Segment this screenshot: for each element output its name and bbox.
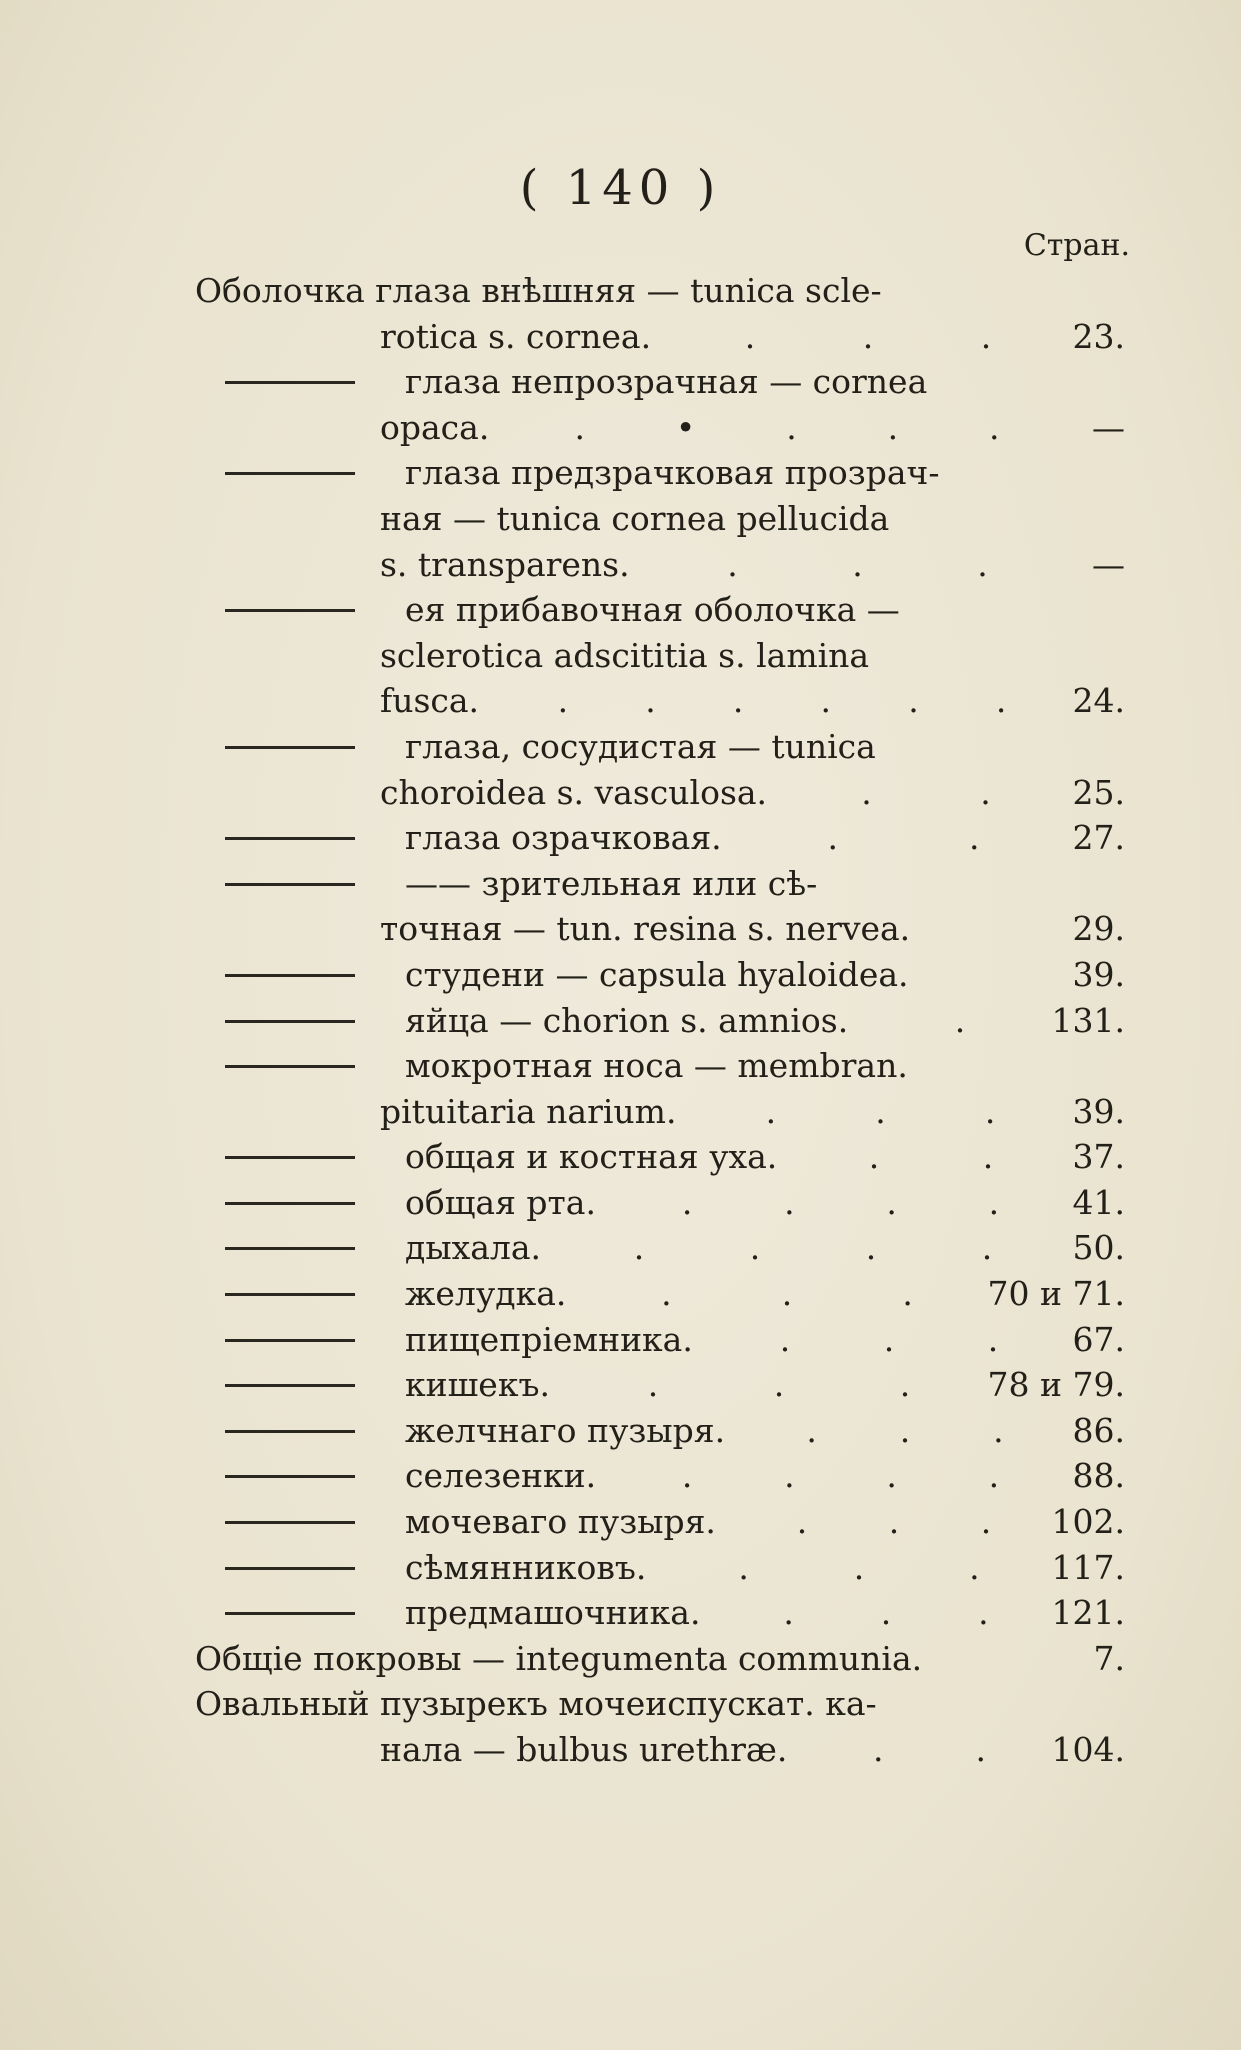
index-line — [195, 1408, 1135, 1454]
entry-text: choroidea s. vasculosa. — [380, 772, 768, 812]
ditto-dash — [225, 1430, 355, 1433]
index-line — [195, 496, 1135, 542]
index-line — [195, 1180, 1135, 1226]
entry-text: пищепріемника. — [405, 1319, 693, 1359]
entry-text: Оболочка глаза внѣшняя — tunica scle- — [195, 271, 882, 310]
entry-page-ref: 70 и 71. — [987, 1274, 1125, 1314]
entry-text: глаза озрачковая. — [405, 818, 722, 858]
ditto-dash — [225, 1612, 355, 1615]
entry-page-ref: 88. — [1072, 1456, 1125, 1496]
entry-page-ref: 78 и 79. — [987, 1365, 1125, 1405]
entry-text: fusca. — [380, 681, 480, 721]
index-line — [195, 450, 1135, 496]
entry-page-ref: 39. — [1072, 954, 1125, 994]
entry-page-ref: 121. — [1051, 1593, 1125, 1633]
leader-dots: . . . — [796, 1502, 992, 1542]
entry-text: sclerotica adscititia s. lamina — [380, 635, 870, 675]
ditto-dash — [225, 1521, 355, 1524]
entry-text: дыхала. — [405, 1228, 541, 1268]
index-line — [195, 1590, 1135, 1636]
leader-dots: . . . . — [681, 1456, 1000, 1496]
index-line — [195, 633, 1135, 679]
index-line — [195, 1453, 1135, 1499]
entry-page-ref: 131. — [1051, 1000, 1125, 1040]
entry-page-ref: 102. — [1051, 1502, 1125, 1542]
entry-text: нала — bulbus urethræ. — [380, 1730, 788, 1769]
entry-text: глаза предзрачковая прозрач- — [405, 453, 940, 493]
entry-text: мокротная носа — membran. — [405, 1046, 908, 1086]
entry-page-ref: — — [1092, 407, 1125, 447]
ditto-dash — [225, 746, 355, 749]
entry-text: глаза непрозрачная — cornea — [405, 362, 928, 402]
entry-text: студени — capsula hyaloidea. — [405, 954, 909, 994]
index-line — [195, 998, 1135, 1044]
index-line — [195, 1636, 1135, 1682]
leader-dots: . . . — [779, 1319, 999, 1359]
entry-text: желудка. — [405, 1274, 567, 1314]
index-line — [195, 678, 1135, 724]
index-line — [195, 1271, 1135, 1317]
index-line — [195, 359, 1135, 405]
entry-page-ref: 86. — [1072, 1410, 1125, 1450]
entry-text: кишекъ. — [405, 1365, 550, 1405]
ditto-dash — [225, 1202, 355, 1205]
leader-dots: . • . . . — [574, 407, 1000, 447]
ditto-dash — [225, 1475, 355, 1478]
index-line — [195, 815, 1135, 861]
entry-text: предмашочника. — [405, 1593, 701, 1633]
leader-dots: . . — [868, 1137, 994, 1177]
leader-dots: . . . — [738, 1547, 980, 1587]
entry-text: Овальный пузырекъ мочеиспускат. ка- — [195, 1684, 877, 1724]
index-line — [195, 314, 1135, 360]
index-line — [195, 1043, 1135, 1089]
ditto-dash — [225, 1156, 355, 1159]
entry-page-ref: 50. — [1072, 1228, 1125, 1268]
leader-dots: . . . — [647, 1365, 911, 1405]
leader-dots: . . — [827, 818, 980, 858]
entry-page-ref: 24. — [1072, 681, 1125, 721]
entry-page-ref: — — [1092, 544, 1125, 584]
entry-page-ref: 104. — [1051, 1730, 1125, 1769]
ditto-dash — [225, 1065, 355, 1068]
ditto-dash — [225, 1339, 355, 1342]
index-line — [195, 542, 1135, 588]
entry-text: pituitaria narium. — [380, 1091, 677, 1131]
entry-text: общая рта. — [405, 1182, 596, 1222]
ditto-dash — [225, 1384, 355, 1387]
leader-dots: . . . — [661, 1274, 913, 1314]
page-column-label: Стран. — [1023, 228, 1130, 263]
index-line — [195, 861, 1135, 907]
entry-text: rotica s. cornea. — [380, 316, 652, 356]
entry-text: ея прибавочная оболочка — — [405, 590, 900, 630]
leader-dots: . . . — [727, 544, 988, 584]
entry-page-ref: 67. — [1072, 1319, 1125, 1359]
ditto-dash — [225, 1247, 355, 1250]
entry-text: яйца — chorion s. amnios. — [405, 1000, 849, 1040]
index-line — [195, 1317, 1135, 1363]
ditto-dash — [225, 472, 355, 475]
index-line — [195, 268, 1135, 314]
leader-dots: . . — [873, 1730, 986, 1769]
leader-dots: . . . . — [681, 1182, 1000, 1222]
entry-page-ref: 39. — [1072, 1091, 1125, 1131]
leader-dots: . . . — [783, 1593, 989, 1633]
entry-text: opaca. — [380, 407, 490, 447]
ditto-dash — [225, 1293, 355, 1296]
ditto-dash — [225, 381, 355, 384]
index-line — [195, 1225, 1135, 1271]
index-line — [195, 724, 1135, 770]
index-line — [195, 1545, 1135, 1591]
entry-text: s. transparens. — [380, 544, 630, 584]
index-line — [195, 405, 1135, 451]
index-line — [195, 906, 1135, 952]
index-line — [195, 1499, 1135, 1545]
entry-text: точная — tun. resina s. nervea. — [380, 909, 911, 949]
ditto-dash — [225, 837, 355, 840]
entry-text: Общіе покровы — integumenta communia. — [195, 1638, 923, 1678]
leader-dots: . — [954, 1000, 966, 1040]
leader-dots: . . — [861, 772, 991, 812]
entry-text: ная — tunica cornea pellucida — [380, 498, 890, 538]
index-line — [195, 1681, 1135, 1727]
index-line — [195, 1727, 1135, 1773]
leader-dots: . . . — [744, 316, 992, 356]
entry-page-ref: 117. — [1051, 1547, 1125, 1587]
entry-text: селезенки. — [405, 1456, 597, 1496]
entry-page-ref: 41. — [1072, 1182, 1125, 1222]
entry-text: —— зрительная или сѣ- — [405, 863, 818, 903]
entry-page-ref: 27. — [1072, 818, 1125, 858]
entry-page-ref: 23. — [1072, 316, 1125, 356]
entry-page-ref: 37. — [1072, 1137, 1125, 1177]
index-line — [195, 587, 1135, 633]
leader-dots: . . . — [806, 1410, 1004, 1450]
leader-dots: . . . — [765, 1091, 996, 1131]
index-line — [195, 1089, 1135, 1135]
page-number: ( 140 ) — [519, 160, 722, 216]
entry-text: сѣмянниковъ. — [405, 1547, 647, 1587]
ditto-dash — [225, 883, 355, 886]
index-line — [195, 1362, 1135, 1408]
leader-dots: . . . . . . — [557, 681, 1007, 721]
ditto-dash — [225, 1020, 355, 1023]
leader-dots: . . . . — [633, 1228, 993, 1268]
ditto-dash — [225, 609, 355, 612]
entry-page-ref: 7. — [1093, 1638, 1125, 1678]
index-entries — [195, 268, 1135, 1773]
index-line — [195, 770, 1135, 816]
entry-page-ref: 25. — [1072, 772, 1125, 812]
entry-text: глаза, сосудистая — tunica — [405, 726, 876, 766]
ditto-dash — [225, 1567, 355, 1570]
entry-text: мочеваго пузыря. — [405, 1502, 716, 1542]
entry-text: общая и костная уха. — [405, 1137, 778, 1177]
ditto-dash — [225, 974, 355, 977]
entry-page-ref: 29. — [1072, 909, 1125, 949]
entry-text: желчнаго пузыря. — [405, 1410, 726, 1450]
index-line — [195, 1134, 1135, 1180]
index-line — [195, 952, 1135, 998]
